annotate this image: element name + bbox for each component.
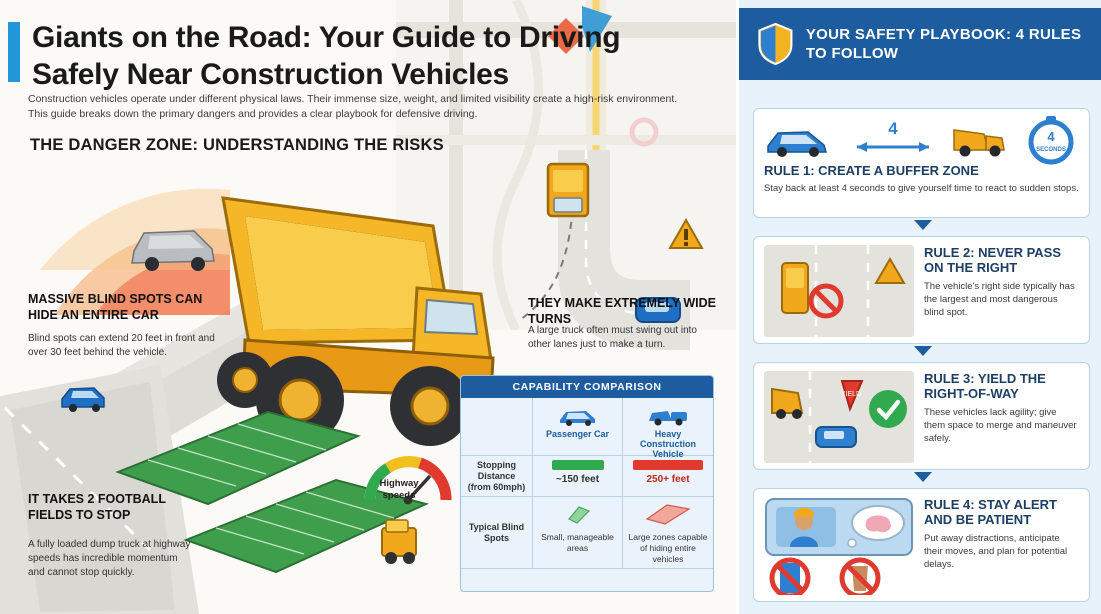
page-title: Giants on the Road: Your Guide to Driving Safely Near Construction Vehicles xyxy=(32,21,621,91)
capability-comparison-table xyxy=(460,375,714,592)
svg-text:YIELD: YIELD xyxy=(840,391,862,398)
safety-playbook-panel xyxy=(736,0,1101,614)
rule-4-body: Put away distractions, anticipate their moves, and plan for potential delays. xyxy=(924,532,1068,571)
rule-card-4 xyxy=(753,488,1090,602)
yellow-dump-truck-icon xyxy=(950,120,1012,160)
rule-1-title: RULE 1: CREATE A BUFFER ZONE xyxy=(764,163,979,178)
large-zone-icon xyxy=(645,503,691,525)
rule-4-title: RULE 4: STAY ALERT AND BE PATIENT xyxy=(924,497,1057,528)
intro-paragraph: Construction vehicles operate under different physical laws. Their immense size, weight, and limited visibility create a high-risk environment. This guide breaks down the primary dangers and provides a clear playbook for defensive driving. xyxy=(28,93,678,121)
gauge-label: Highway speeds xyxy=(379,478,419,501)
heavy-truck-icon xyxy=(646,406,690,426)
flow-arrow-1 xyxy=(914,220,932,230)
comparison-car-stopping: ~150 feet xyxy=(533,456,623,497)
rule-card-3 xyxy=(753,362,1090,470)
shield-icon xyxy=(757,17,794,71)
rule-card-2 xyxy=(753,236,1090,344)
svg-text:4: 4 xyxy=(1047,129,1055,144)
callout-blind-spots-body: Blind spots can extend 20 feet in front and over 30 feet behind the vehicle. xyxy=(28,333,215,359)
comparison-col-car: Passenger Car xyxy=(533,398,623,456)
rule-card-1 xyxy=(753,108,1090,218)
comparison-truck-stopping: 250+ feet xyxy=(623,456,713,497)
dump-truck-illustration xyxy=(217,198,493,446)
flow-arrow-3 xyxy=(914,472,932,482)
playbook-title: YOUR SAFETY PLAYBOOK: 4 RULES TO FOLLOW xyxy=(805,25,1082,62)
comparison-heading: CAPABILITY COMPARISON xyxy=(461,376,713,398)
svg-text:SECONDS: SECONDS xyxy=(1036,147,1066,153)
comparison-row-label-stopping: Stopping Distance (from 60mph) xyxy=(461,456,533,497)
comparison-car-blindspots: Small, manageable areas xyxy=(533,497,623,569)
rule-2-body: The vehicle's right side typically has the largest and most dangerous blind spot. xyxy=(924,280,1075,319)
car-icon xyxy=(558,406,598,426)
title-accent-bar xyxy=(8,22,20,82)
callout-wide-turns-body: A large truck often must swing out into other lanes just to make a turn. xyxy=(528,325,697,351)
section-heading: THE DANGER ZONE: UNDERSTANDING THE RISKS xyxy=(30,136,444,154)
flow-arrow-2 xyxy=(914,346,932,356)
svg-text:4: 4 xyxy=(888,120,898,138)
comparison-col-truck: Heavy Construction Vehicle xyxy=(623,398,713,456)
rule-2-illustration xyxy=(764,245,914,337)
comparison-corner-cell xyxy=(461,398,533,456)
comparison-truck-blindspots: Large zones capable of hiding entire vehicles xyxy=(623,497,713,569)
callout-blind-spots-title: MASSIVE BLIND SPOTS CAN HIDE AN ENTIRE CAR xyxy=(28,292,203,322)
rule-3-title: RULE 3: YIELD THE RIGHT-OF-WAY xyxy=(924,371,1046,402)
rule-3-illustration xyxy=(764,371,914,463)
comparison-row-label-blindspots: Typical Blind Spots xyxy=(461,497,533,569)
rule-1-body: Stay back at least 4 seconds to give yourself time to react to sudden stops. xyxy=(764,183,1079,195)
stopwatch-icon xyxy=(1023,114,1079,166)
callout-stopping-distance-body: A fully loaded dump truck at highway speeds has incredible momentum and cannot stop quickly. xyxy=(28,539,191,579)
rule-2-title: RULE 2: NEVER PASS ON THE RIGHT xyxy=(924,245,1062,276)
callout-stopping-distance-title: IT TAKES 2 FOOTBALL FIELDS TO STOP xyxy=(28,492,166,522)
playbook-header xyxy=(739,8,1101,80)
small-area-icon xyxy=(565,503,591,525)
green-bar xyxy=(552,460,604,470)
buffer-distance-arrows xyxy=(847,120,939,160)
red-bar xyxy=(633,460,703,470)
rule-4-illustration xyxy=(764,497,914,595)
callout-wide-turns-title: THEY MAKE EXTREMELY WIDE TURNS xyxy=(528,296,716,326)
rule-3-body: These vehicles lack agility; give them space to merge and maneuver safely. xyxy=(924,406,1077,445)
rule-1-illustration xyxy=(764,117,1079,163)
blue-car-icon xyxy=(764,120,836,160)
